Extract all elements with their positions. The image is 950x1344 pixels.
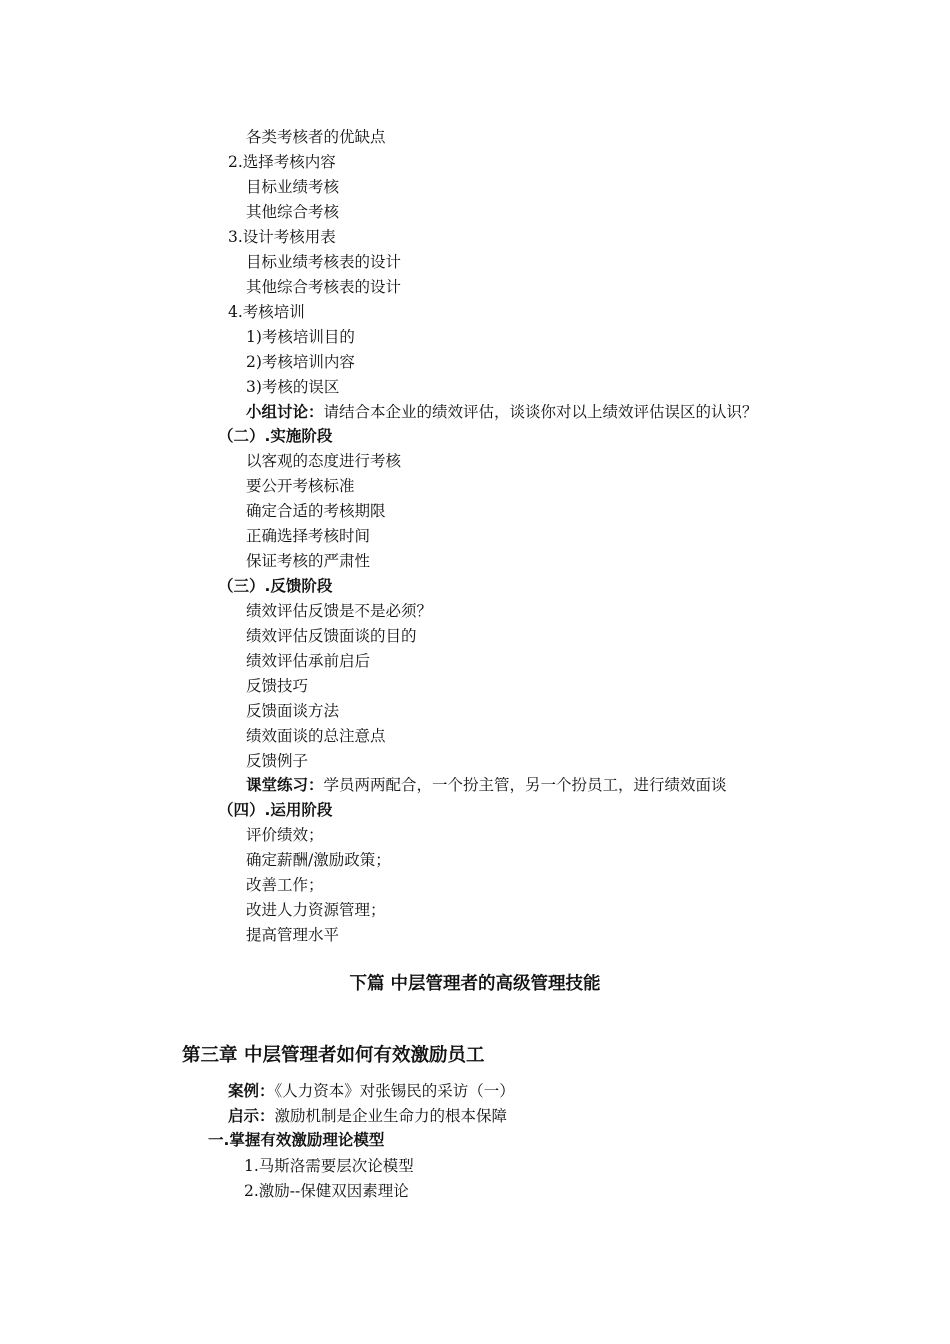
text-line: 绩效评估反馈面谈的目的 xyxy=(246,627,417,645)
chapter-title: 第三章 中层管理者如何有效激励员工 xyxy=(182,1045,485,1066)
text-line: 2)考核培训内容 xyxy=(246,353,355,371)
list-item-heading: 3.设计考核用表 xyxy=(228,228,336,246)
text-line: 改善工作； xyxy=(246,876,324,894)
exercise-label: 课堂练习： xyxy=(246,776,324,794)
text-line: 2.激励--保健双因素理论 xyxy=(244,1182,409,1200)
insight-label: 启示： xyxy=(228,1107,275,1125)
section-heading: （三）.反馈阶段 xyxy=(218,577,333,595)
text-line: 确定薪酬/激励政策； xyxy=(246,851,391,869)
text-line: 反馈例子 xyxy=(246,752,309,770)
text-line: 评价绩效； xyxy=(246,826,324,844)
case-text: 《人力资本》对张锡民的采访（一） xyxy=(274,1082,515,1100)
text-line: 确定合适的考核期限 xyxy=(246,502,386,520)
text-line: 改进人力资源管理； xyxy=(246,901,386,919)
exercise-line xyxy=(246,775,727,795)
text-line: 反馈面谈方法 xyxy=(246,702,340,720)
text-line: 1.马斯洛需要层次论模型 xyxy=(244,1157,414,1175)
text-line: 提高管理水平 xyxy=(246,926,340,944)
case-label: 案例： xyxy=(228,1082,275,1100)
text-line: 其他综合考核表的设计 xyxy=(246,278,402,296)
discussion-line xyxy=(246,402,758,422)
text-line: 以客观的态度进行考核 xyxy=(246,452,402,470)
list-item-heading: 4.考核培训 xyxy=(228,303,305,321)
discussion-label: 小组讨论： xyxy=(246,403,324,421)
text-line: 要公开考核标准 xyxy=(246,477,355,495)
insight-line xyxy=(228,1106,507,1126)
insight-text: 激励机制是企业生命力的根本保障 xyxy=(274,1107,508,1125)
text-line: 1)考核培训目的 xyxy=(246,328,355,346)
text-line: 反馈技巧 xyxy=(246,677,309,695)
exercise-text: 学员两两配合，一个扮主管，另一个扮员工，进行绩效面谈 xyxy=(323,776,727,794)
part-title: 下篇 中层管理者的高级管理技能 xyxy=(349,974,601,994)
text-line: 目标业绩考核表的设计 xyxy=(246,253,402,271)
text-line: 其他综合考核 xyxy=(246,203,340,221)
text-line: 正确选择考核时间 xyxy=(246,527,371,545)
list-item-heading: 2.选择考核内容 xyxy=(228,153,336,171)
text-line: 保证考核的严肃性 xyxy=(246,552,371,570)
section-heading: 一.掌握有效激励理论模型 xyxy=(208,1131,385,1149)
section-heading: （二）.实施阶段 xyxy=(218,427,333,445)
text-line: 绩效面谈的总注意点 xyxy=(246,727,386,745)
discussion-text: 请结合本企业的绩效评估，谈谈你对以上绩效评估误区的认识？ xyxy=(323,403,758,421)
section-heading: （四）.运用阶段 xyxy=(218,801,333,819)
text-line: 各类考核者的优缺点 xyxy=(246,128,386,146)
text-line: 3)考核的误区 xyxy=(246,378,340,396)
case-line xyxy=(228,1081,515,1101)
text-line: 绩效评估承前启后 xyxy=(246,652,371,670)
text-line: 绩效评估反馈是不是必须？ xyxy=(246,602,433,620)
text-line: 目标业绩考核 xyxy=(246,178,340,196)
